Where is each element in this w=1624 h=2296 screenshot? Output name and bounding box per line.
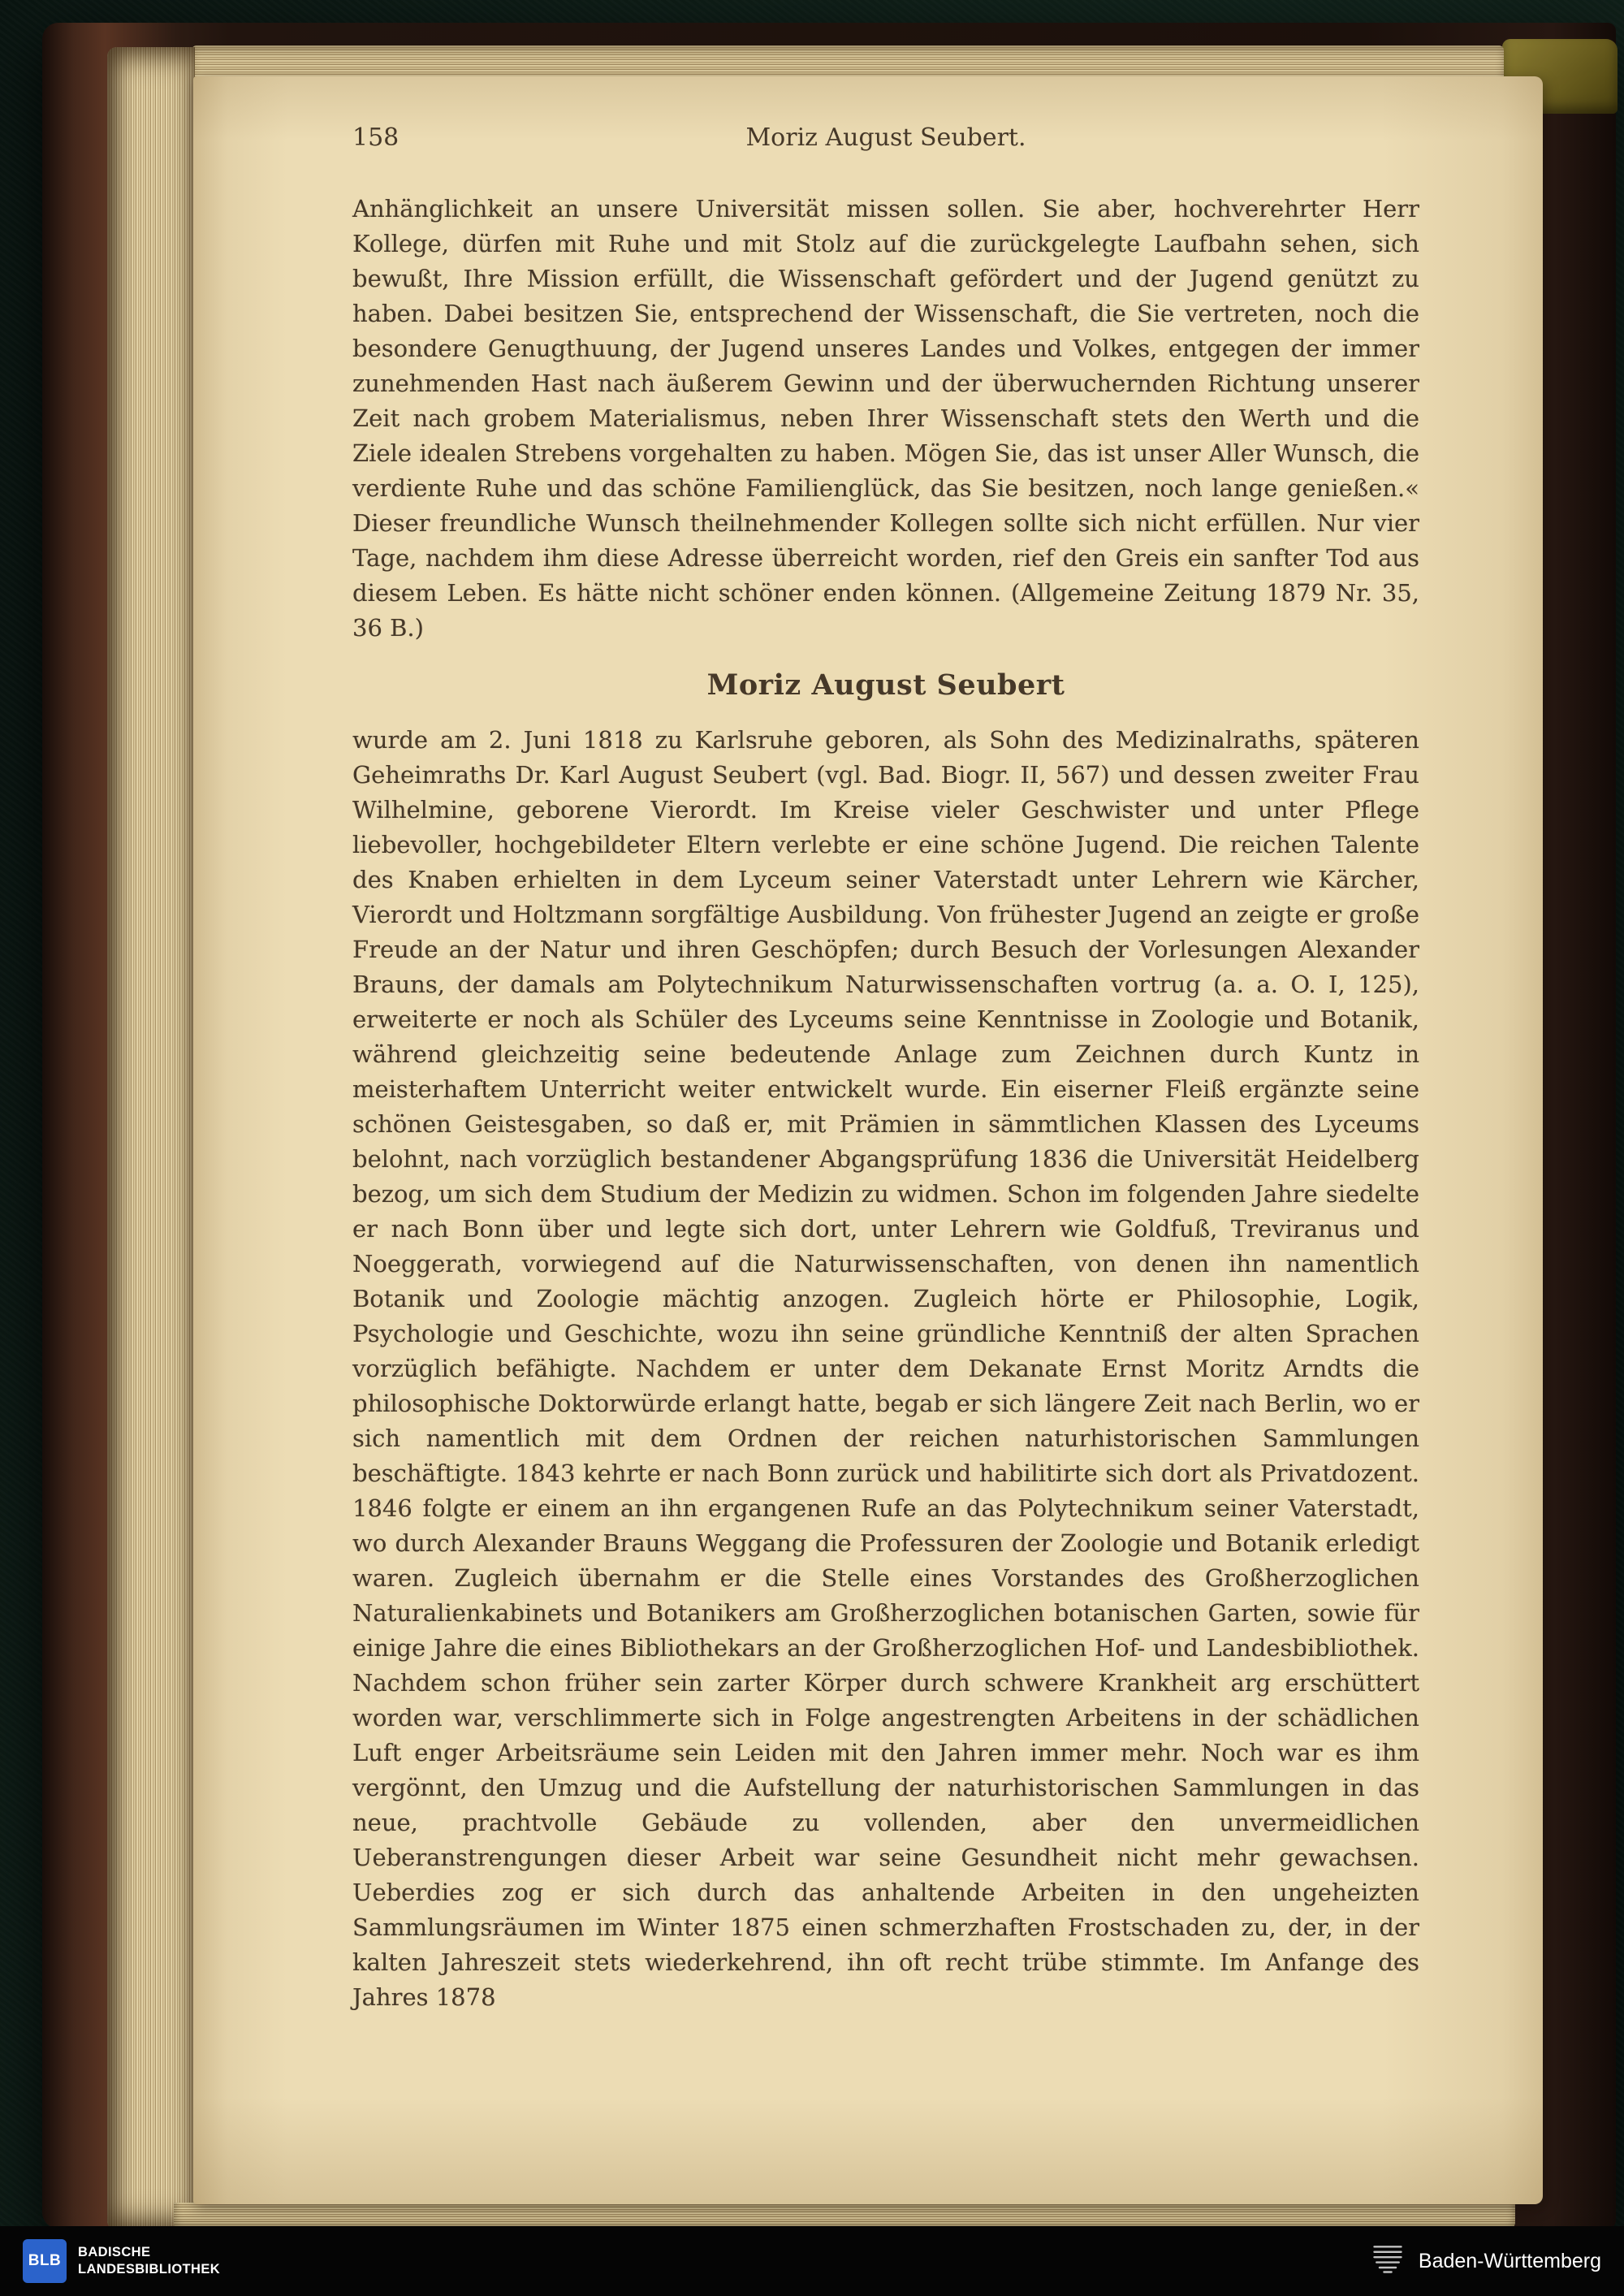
state-label: Baden-Württemberg — [1418, 2249, 1601, 2272]
intro-paragraph: Anhänglichkeit an unsere Universität missen sollen. Sie aber, hochverehrter Herr Kollege, dürfen mit Ruhe und mit Stolz auf die zurückgelegte Laufbahn sehen, sich bewußt, Ihre Mission erfüllt, die Wissenschaft gefördert und der Jugend genützt zu haben. Dabei besitzen Sie, entsprechend der Wissenschaft, die Sie vertreten, noch die besondere Genugthuung, der Jugend unseres Landes und Volkes, entgegen der immer zunehmenden Hast nach äußerem Gewinn und der überwuchernden Richtung unserer Zeit nach grobem Materialismus, neben Ihrer Wissenschaft stets den Werth und die Ziele idealen Strebens vorgehalten zu haben. Mögen Sie, das ist unser Aller Wunsch, die verdiente Ruhe und das schöne Familienglück, das Sie besitzen, noch lange genießen.« Dieser freundliche Wunsch theilnehmender Kollegen sollte sich nicht erfüllen. Nur vier Tage, nachdem ihm diese Adresse überreicht worden, rief den Greis ein sanfter Tod aus diesem Leben. Es hätte nicht schöner enden können. (Allgemeine Zeitung 1879 Nr. 35, 36 B.) — [352, 195, 1419, 642]
library-name-line1: BADISCHE — [78, 2245, 151, 2259]
page-edges-left — [107, 47, 195, 2230]
page-text-block — [352, 123, 1419, 2015]
footer-bar — [0, 2226, 1624, 2296]
library-branding — [23, 2239, 220, 2283]
scanned-page — [193, 76, 1543, 2204]
page-number: 158 — [352, 123, 400, 152]
body-paragraph: wurde am 2. Juni 1818 zu Karlsruhe geboren, als Sohn des Medizinalraths, späteren Geheimraths Dr. Karl August Seubert (vgl. Bad. Biogr. II, 567) und dessen zweiter Frau Wilhelmine, geborene Vierordt. Im Kreise vieler Geschwister und unter Pflege liebevoller, hochgebildeter Eltern verlebte er eine schöne Jugend. Die reichen Talente des Knaben erhielten in dem Lyceum seiner Vaterstadt unter Lehrern wie Kärcher, Vierordt und Holtzmann sorgfältige Ausbildung. Von frühester Jugend an zeigte er große Freude an der Natur und ihren Geschöpfen; durch Besuch der Vorlesungen Alexander Brauns, der damals am Polytechnikum Naturwissenschaften vortrug (a. a. O. I, 125), erweiterte er noch als Schüler des Lyceums seine Kenntnisse in Zoologie und Botanik, während gleichzeitig seine bedeutende Anlage zum Zeichnen durch Kuntz in meisterhaftem Unterricht weiter entwickelt wurde. Ein eiserner Fleiß ergänzte seine schönen Geistesgaben, so daß er, mit Prämien in sämmtlichen Klassen des Lyceums belohnt, nach vorzüglich bestandener Abgangsprüfung 1836 die Universität Heidelberg bezog, um sich dem Studium der Medizin zu widmen. Schon im folgenden Jahre siedelte er nach Bonn über und legte sich dort, unter Lehrern wie Goldfuß, Treviranus und Noeggerath, vorwiegend auf die Naturwissenschaften, von denen ihn namentlich Botanik und Zoologie mächtig anzogen. Zugleich hörte er Philosophie, Logik, Psychologie und Geschichte, wozu ihn seine gründliche Kenntniß der alten Sprachen vorzüglich befähigte. Nachdem er unter dem Dekanate Ernst Moritz Arndts die philosophische Doktorwürde erlangt hatte, begab er sich längere Zeit nach Berlin, wo er sich namentlich mit dem Ordnen der reichen naturhistorischen Sammlungen beschäftigte. 1843 kehrte er nach Bonn zurück und habilitirte sich dort als Privatdozent. 1846 folgte er einem an ihn ergangenen Rufe an das Polytechnikum seiner Vaterstadt, wo durch Alexander Brauns Weggang die Professuren der Zoologie und Botanik erledigt waren. Zugleich übernahm er die Stelle eines Vorstandes des Großherzoglichen Naturalienkabinets und Botanikers am Großherzoglichen botanischen Garten, sowie für einige Jahre die eines Bibliothekars an der Großherzoglichen Hof- und Landesbibliothek. Nachdem schon früher sein zarter Körper durch schwere Krankheit arg erschüttert worden war, verschlimmerte sich in Folge angestrengten Arbeitens in der schädlichen Luft enger Arbeitsräume sein Leiden mit den Jahren immer mehr. Noch war es ihm vergönnt, den Umzug und die Aufstellung der naturhistorischen Sammlungen in das neue, prachtvolle Gebäude zu vollenden, aber den unvermeidlichen Ueberanstrengungen dieser Arbeit war seine Gesundheit nicht mehr gewachsen. Ueberdies zog er sich durch das anhaltende Arbeiten in den ungeheizten Sammlungsräumen im Winter 1875 einen schmerzhaften Frostschaden zu, der, in der kalten Jahreszeit stets wiederkehrend, ihn oft recht trübe stimmte. Im Anfange des Jahres 1878 — [352, 726, 1419, 2011]
library-name — [78, 2244, 220, 2278]
running-header: Moriz August Seubert. — [745, 123, 1026, 152]
page-header — [352, 123, 1419, 158]
state-branding — [1370, 2241, 1601, 2282]
page-edges-top — [192, 45, 1504, 78]
section-heading: Moriz August Seubert — [706, 668, 1065, 702]
bw-coat-of-arms-icon — [1370, 2241, 1406, 2282]
blb-logo: BLB — [23, 2239, 67, 2283]
library-name-line2: LANDESBIBLIOTHEK — [78, 2262, 221, 2277]
